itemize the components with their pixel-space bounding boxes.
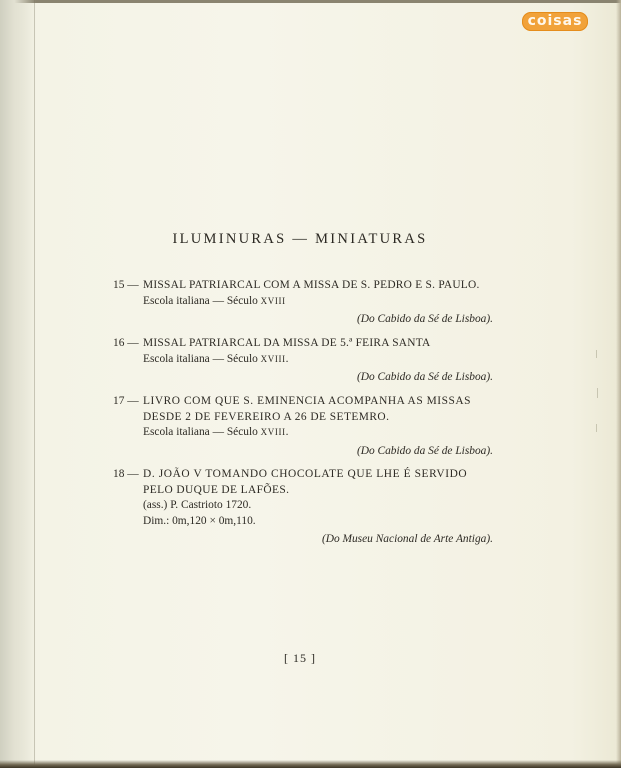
entry-signature: (ass.) P. Castrioto 1720. xyxy=(143,499,252,511)
entry-school: Escola italiana — Século XVIII. xyxy=(143,426,289,438)
entry-title: D. JOÃO V TOMANDO CHOCOLATE QUE LHE É SERVIDO xyxy=(143,468,468,480)
entry-number: 15 — xyxy=(113,279,139,291)
paper-speck xyxy=(596,350,597,358)
entry-source: (Do Museu Nacional de Arte Antiga). xyxy=(321,533,493,545)
entry-number: 16 — xyxy=(113,337,139,349)
entry-source: (Do Cabido da Sé de Lisboa). xyxy=(356,371,493,383)
entry-title: MISSAL PATRIARCAL COM A MISSA DE S. PEDRO E S. PAULO. xyxy=(143,279,480,291)
right-page-edge xyxy=(616,0,621,768)
watermark-logo: coisas xyxy=(522,12,588,31)
entry-title: MISSAL PATRIARCAL DA MISSA DE 5.ª FEIRA SANTA xyxy=(143,337,431,349)
top-edge xyxy=(0,0,621,3)
entry-source: (Do Cabido da Sé de Lisboa). xyxy=(356,313,493,325)
catalog-entry-17 xyxy=(113,394,493,459)
entry-source: (Do Cabido da Sé de Lisboa). xyxy=(356,444,493,457)
entry-century: XVIII xyxy=(260,427,286,437)
paper-speck xyxy=(597,388,598,398)
catalog-entry-18 xyxy=(113,467,493,548)
entry-century: XVIII xyxy=(260,295,286,306)
paper-speck xyxy=(596,424,597,432)
entry-number: 17 — xyxy=(113,395,139,407)
entry-school: Escola italiana — Século XVIII. xyxy=(143,352,289,365)
entry-title: LIVRO COM QUE S. EMINENCIA ACOMPANHA AS MISSAS xyxy=(143,395,472,407)
catalog-entry-15 xyxy=(113,278,493,328)
page-number: [ 15 ] xyxy=(284,651,316,665)
bottom-page-edge xyxy=(0,760,621,768)
entry-century: XVIII xyxy=(260,353,286,364)
page-title: ILUMINURAS — MINIATURAS xyxy=(172,231,428,247)
catalog-entry-16 xyxy=(113,336,493,386)
entry-title-continuation: DESDE 2 DE FEVEREIRO A 26 DE SETEMRO. xyxy=(143,410,390,423)
entry-title-continuation: PELO DUQUE DE LAFÕES. xyxy=(143,483,290,496)
entry-school: Escola italiana — Século XVIII xyxy=(143,294,286,307)
entry-number: 18 — xyxy=(113,468,139,480)
entry-dimensions: Dim.: 0m,120 × 0m,110. xyxy=(143,514,256,527)
